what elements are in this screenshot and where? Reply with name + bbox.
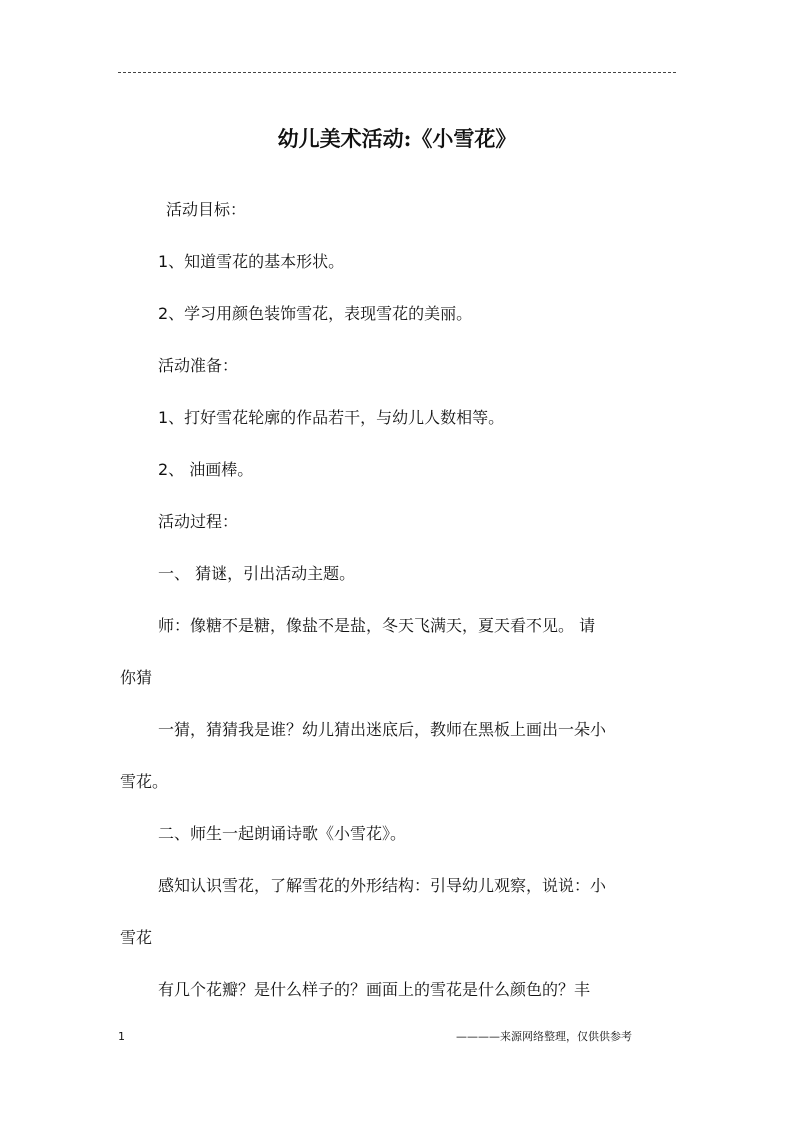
paragraph-line: 1、打好雪花轮廓的作品若干，与幼儿人数相等。 <box>158 408 505 427</box>
footer-source-note: ————来源网络整理，仅供供参考 <box>456 1030 632 1043</box>
paragraph-line: 一、 猜谜，引出活动主题。 <box>158 564 356 583</box>
paragraph-line: 1、知道雪花的基本形状。 <box>158 252 345 271</box>
paragraph-line: 你猜 <box>120 668 153 687</box>
paragraph-line: 雪花 <box>120 928 153 947</box>
paragraph-line: 感知认识雪花，了解雪花的外形结构：引导幼儿观察，说说：小 <box>158 876 607 895</box>
section-heading-goals: 活动目标： <box>166 200 247 219</box>
paragraph-line: 2、 油画棒。 <box>158 460 254 479</box>
document-title: 幼儿美术活动:《小雪花》 <box>277 126 517 151</box>
paragraph-line: 师：像糖不是糖，像盐不是盐，冬天飞满天，夏天看不见。 请 <box>158 616 596 635</box>
page-number: 1 <box>118 1030 125 1043</box>
paragraph-line: 一猜，猜猜我是谁？幼儿猜出迷底后，教师在黑板上画出一朵小 <box>158 720 607 739</box>
paragraph-line: 2、学习用颜色装饰雪花，表现雪花的美丽。 <box>158 304 473 323</box>
section-heading-process: 活动过程： <box>158 512 239 531</box>
paragraph-line: 二、师生一起朗诵诗歌《小雪花》。 <box>158 824 407 843</box>
paragraph-line: 雪花。 <box>120 772 169 791</box>
paragraph-line: 有几个花瓣？是什么样子的？画面上的雪花是什么颜色的？丰 <box>158 980 591 999</box>
header-dashed-divider <box>118 72 676 73</box>
section-heading-preparation: 活动准备： <box>158 356 239 375</box>
